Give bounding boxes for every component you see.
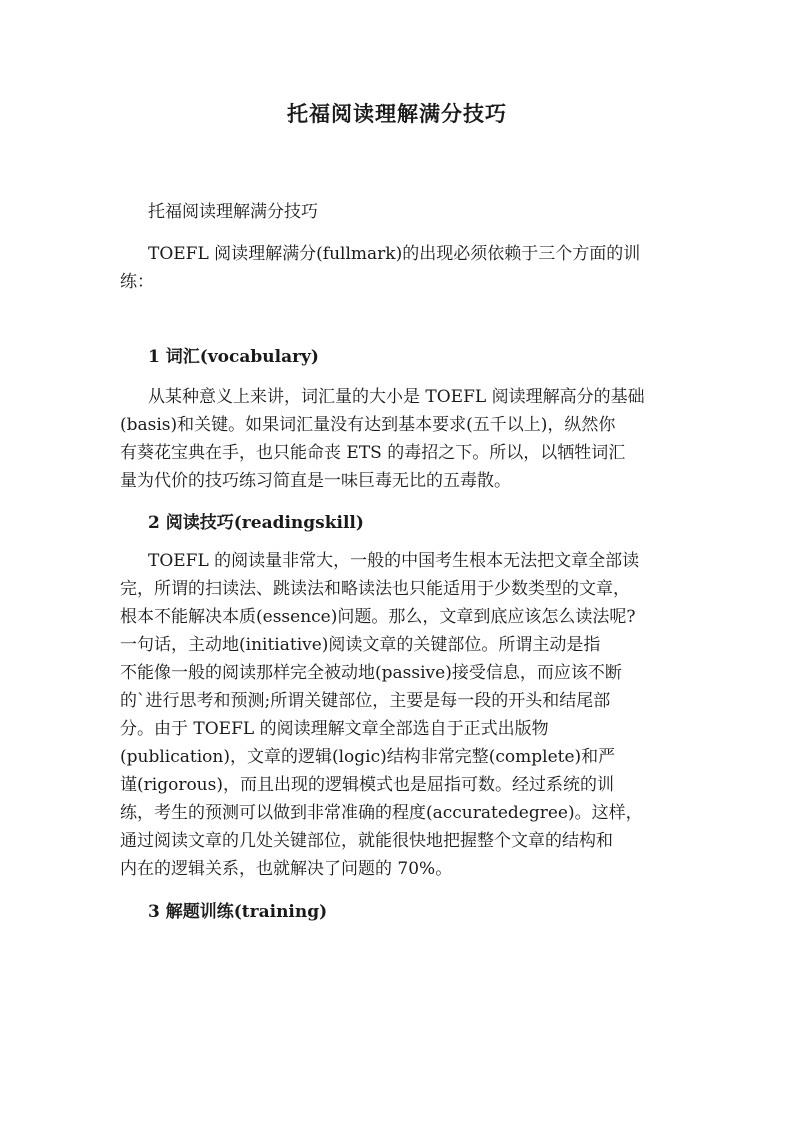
paragraph-line: 谨(rigorous)，而且出现的逻辑模式也是屈指可数。经过系统的训 [120,775,614,795]
paragraph-line: 分。由于 TOEFL 的阅读理解文章全部选自于正式出版物 [120,719,549,739]
paragraph-line: 量为代价的技巧练习简直是一味巨毒无比的五毒散。 [120,471,511,491]
document-title: 托福阅读理解满分技巧 [287,101,507,126]
paragraph-line: 从某种意义上来讲，词汇量的大小是 TOEFL 阅读理解高分的基础 [148,387,645,407]
paragraph-line: 根本不能解决本质(essence)问题。那么，文章到底应该怎么读法呢? [120,607,636,627]
paragraph-line: 完，所谓的扫读法、跳读法和略读法也只能适用于少数类型的文章， [120,579,630,599]
section-heading-reading-skill: 2 阅读技巧(readingskill) [148,513,364,533]
paragraph-line: 练，考生的预测可以做到非常准确的程度(accuratedegree)。这样， [120,803,643,823]
paragraph-line: 的`进行思考和预测;所谓关键部位，主要是每一段的开头和结尾部 [120,691,611,711]
section-heading-vocabulary: 1 词汇(vocabulary) [148,347,319,367]
paragraph-line: (publication)，文章的逻辑(logic)结构非常完整(complete)和严 [120,747,616,767]
intro-line: TOEFL 阅读理解满分(fullmark)的出现必须依赖于三个方面的训 [148,244,641,264]
paragraph-line: 有葵花宝典在手，也只能命丧 ETS 的毒招之下。所以，以牺牲词汇 [120,443,626,463]
section-heading-training: 3 解题训练(training) [148,902,328,922]
document-subtitle: 托福阅读理解满分技巧 [148,202,318,222]
paragraph-line: 通过阅读文章的几处关键部位，就能很快地把握整个文章的结构和 [120,831,613,851]
paragraph-line: 内在的逻辑关系，也就解决了问题的 70%。 [120,859,453,879]
paragraph-line: 不能像一般的阅读那样完全被动地(passive)接受信息，而应该不断 [120,663,622,683]
paragraph-line: (basis)和关键。如果词汇量没有达到基本要求(五千以上)，纵然你 [120,415,616,435]
paragraph-line: 一句话，主动地(initiative)阅读文章的关键部位。所谓主动是指 [120,635,601,655]
intro-line: 练： [120,272,154,292]
paragraph-line: TOEFL 的阅读量非常大，一般的中国考生根本无法把文章全部读 [148,551,640,571]
